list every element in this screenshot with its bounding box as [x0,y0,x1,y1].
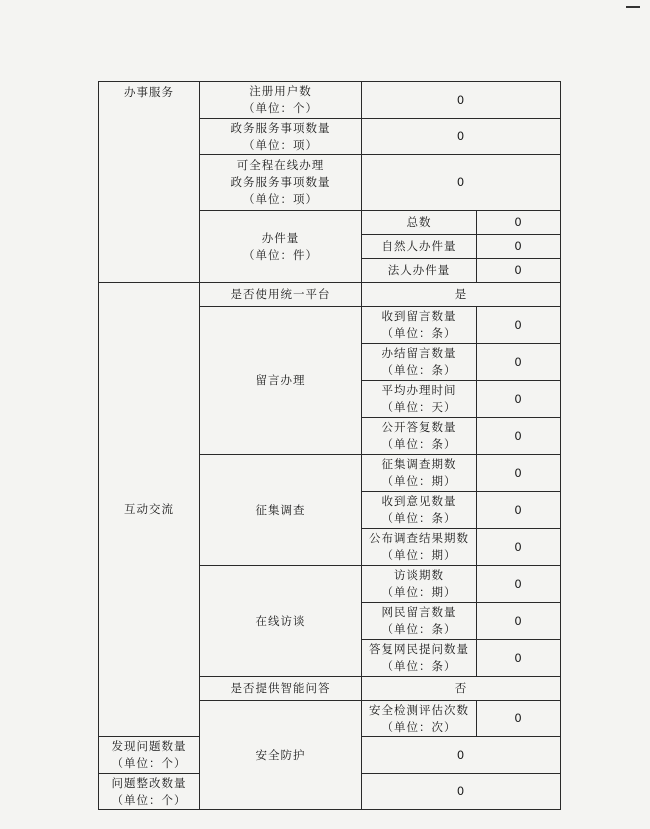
messages-received-label: 收到留言数量 （单位：条） [362,307,477,344]
messages-closed-value: 0 [477,344,561,381]
security-issues-fixed-value: 0 [362,774,561,810]
security-checks-value: 0 [477,701,561,737]
messages-public-reply-label: 公开答复数量 （单位：条） [362,418,477,455]
cases-natural-person-value: 0 [477,235,561,259]
security-issues-found-value: 0 [362,737,561,774]
section-affairs: 办事服务 [99,82,200,283]
messages-avg-time-value: 0 [477,381,561,418]
interview-netizen-messages-value: 0 [477,603,561,640]
messages-avg-time-label: 平均办理时间 （单位：天） [362,381,477,418]
messages-received-value: 0 [477,307,561,344]
online-items-label: 可全程在线办理 政务服务事项数量 （单位：项） [200,155,362,211]
section-security: 安全防护 [200,701,362,810]
interview-label: 在线访谈 [200,566,362,677]
cases-label: 办件量 （单位：件） [200,211,362,283]
interview-replies-label: 答复网民提问数量 （单位：条） [362,640,477,677]
cases-natural-person-label: 自然人办件量 [362,235,477,259]
cases-total-label: 总数 [362,211,477,235]
statistics-table [98,81,561,810]
service-items-label: 政务服务事项数量 （单位：项） [200,119,362,155]
registered-users-label: 注册用户数 （单位：个） [200,82,362,119]
service-items-value: 0 [362,119,561,155]
interview-periods-label: 访谈期数 （单位：期） [362,566,477,603]
registered-users-value: 0 [362,82,561,119]
security-issues-fixed-label: 问题整改数量 （单位：个） [99,774,200,810]
interview-replies-value: 0 [477,640,561,677]
survey-results-value: 0 [477,529,561,566]
cases-legal-person-value: 0 [477,259,561,283]
section-interaction: 互动交流 [99,283,200,737]
messages-label: 留言办理 [200,307,362,455]
interview-periods-value: 0 [477,566,561,603]
smart-qa-value: 否 [362,677,561,701]
smart-qa-label: 是否提供智能问答 [200,677,362,701]
online-items-value: 0 [362,155,561,211]
messages-public-reply-value: 0 [477,418,561,455]
security-issues-found-label: 发现问题数量 （单位：个） [99,737,200,774]
survey-results-label: 公布调查结果期数 （单位：期） [362,529,477,566]
page-edge-mark [626,6,640,8]
survey-periods-label: 征集调查期数 （单位：期） [362,455,477,492]
messages-closed-label: 办结留言数量 （单位：条） [362,344,477,381]
cases-total-value: 0 [477,211,561,235]
interview-netizen-messages-label: 网民留言数量 （单位：条） [362,603,477,640]
survey-opinions-label: 收到意见数量 （单位：条） [362,492,477,529]
security-checks-label: 安全检测评估次数 （单位：次） [362,701,477,737]
survey-periods-value: 0 [477,455,561,492]
unified-platform-label: 是否使用统一平台 [200,283,362,307]
survey-label: 征集调查 [200,455,362,566]
survey-opinions-value: 0 [477,492,561,529]
unified-platform-value: 是 [362,283,561,307]
cases-legal-person-label: 法人办件量 [362,259,477,283]
